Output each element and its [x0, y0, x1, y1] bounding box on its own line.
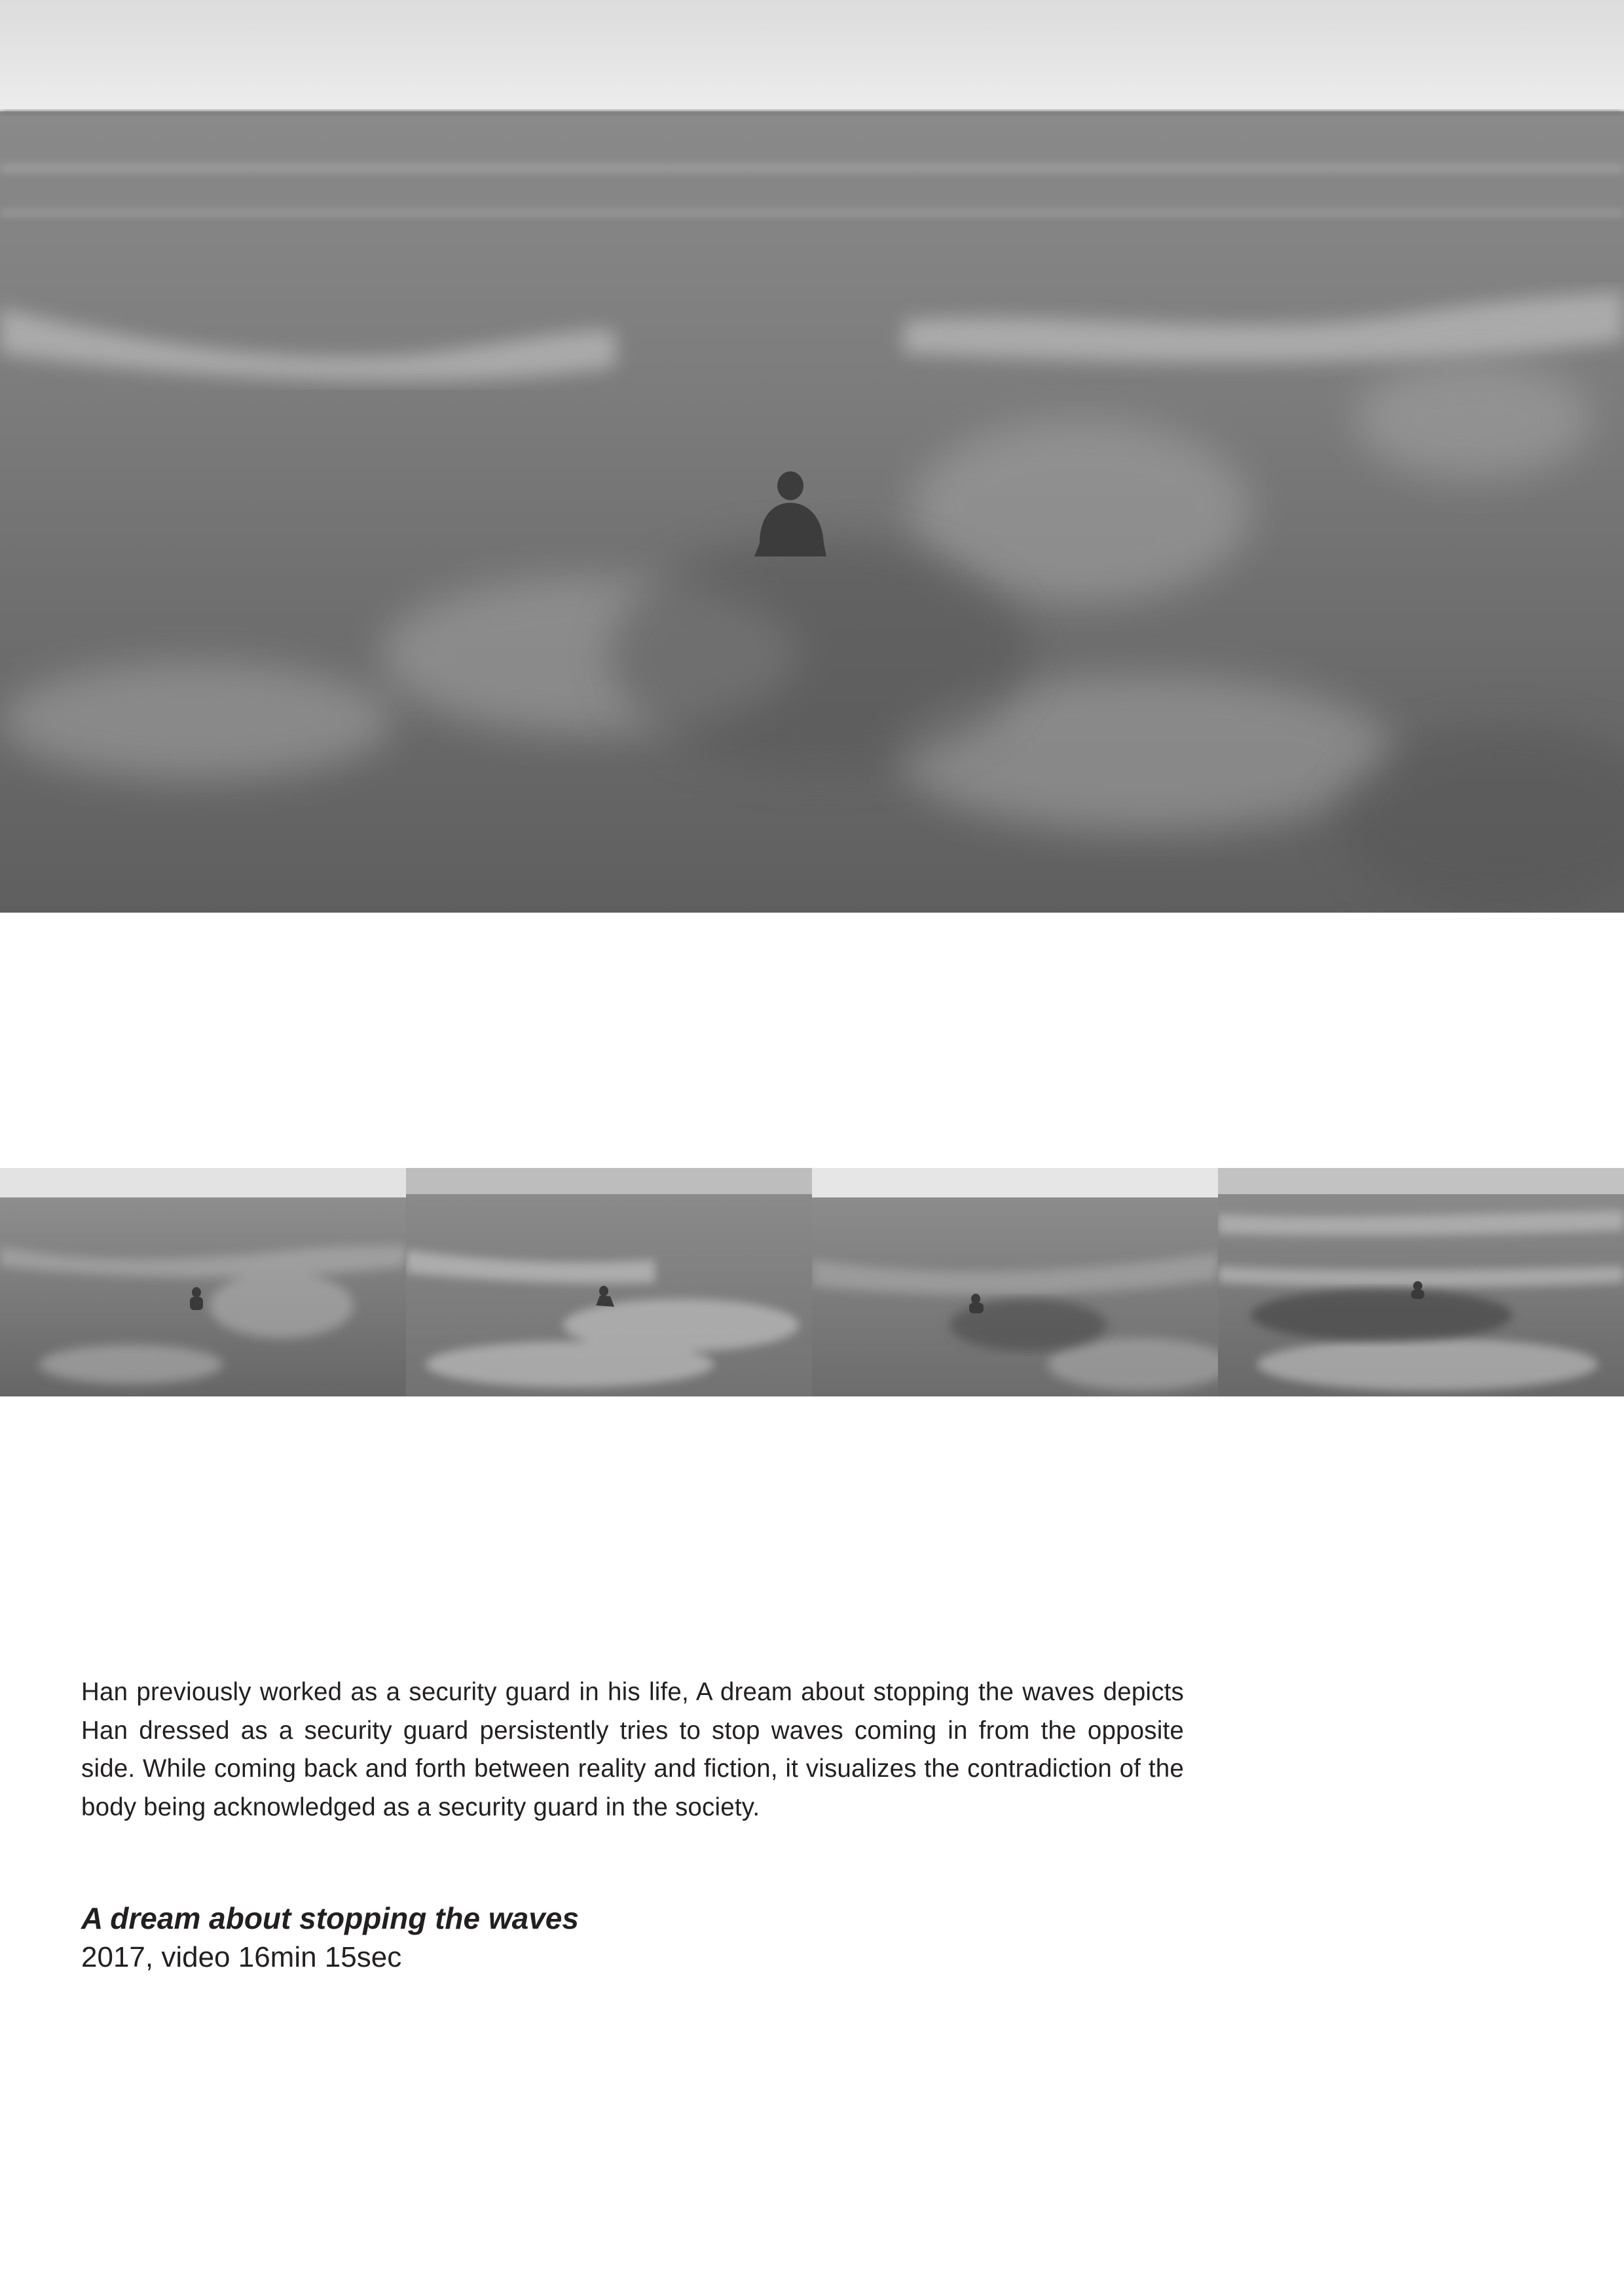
hero-photo	[0, 0, 1624, 913]
video-stills-strip	[0, 1168, 1624, 1396]
work-meta: 2017, video 16min 15sec	[81, 1941, 402, 1973]
work-description: Han previously worked as a security guard in his life, A dream about stopping the waves depicts Han dressed as a security guard persistently tries to stop waves coming in from the opposite side. While coming back and forth between reality and fiction, it visualizes the contradiction of the body being acknowledged as a security guard in the society.	[81, 1678, 1184, 1821]
work-caption	[81, 1899, 1194, 1977]
work-title: A dream about stopping the waves	[81, 1901, 579, 1935]
video-still-3	[812, 1168, 1218, 1396]
video-still-1	[0, 1168, 406, 1396]
video-still-2	[406, 1168, 812, 1396]
video-still-4	[1218, 1168, 1624, 1396]
